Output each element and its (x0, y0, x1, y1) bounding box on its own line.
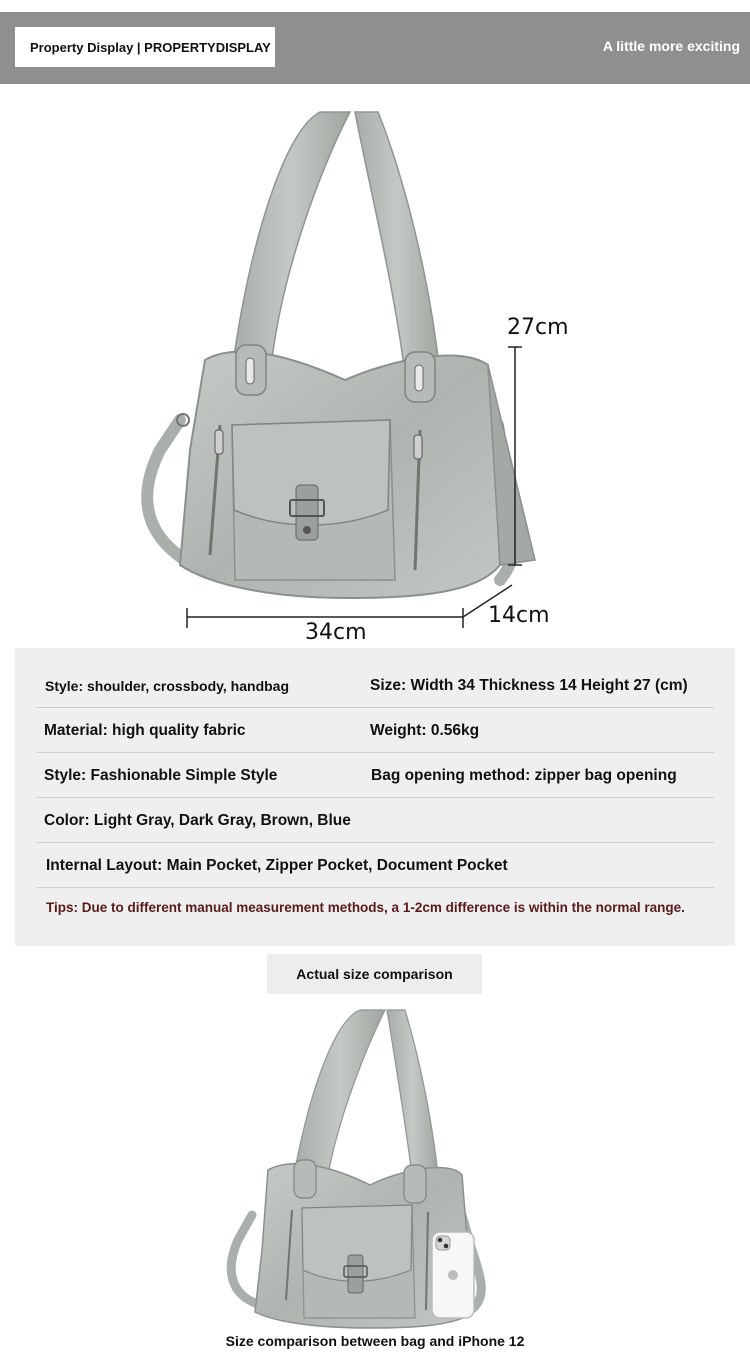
spec-opening: Bag opening method: zipper bag opening (371, 767, 677, 784)
spec-color: Color: Light Gray, Dark Gray, Brown, Blue (44, 812, 351, 829)
product-image-main (0, 90, 750, 650)
spec-row (36, 709, 714, 753)
spec-style-type: Style: shoulder, crossbody, handbag (45, 678, 290, 694)
tips-note: Tips: Due to different manual measurement methods, a 1-2cm difference is within the normal range. (46, 900, 685, 915)
comparison-tag: Actual size comparison (267, 954, 482, 994)
spec-panel (15, 648, 735, 946)
property-display-label: Property Display | PROPERTYDISPLAY (15, 27, 275, 67)
spec-weight: Weight: 0.56kg (370, 722, 480, 739)
width-dimension: 34cm (305, 620, 367, 645)
depth-dimension: 14cm (488, 603, 550, 628)
spec-internal-layout: Internal Layout: Main Pocket, Zipper Pocket, Document Pocket (46, 857, 508, 874)
product-image-comparison (200, 1000, 550, 1330)
handbag-illustration (0, 90, 750, 650)
spec-row (36, 799, 714, 843)
height-dimension: 27cm (507, 315, 569, 340)
spec-material: Material: high quality fabric (44, 722, 246, 739)
spec-size: Size: Width 34 Thickness 14 Height 27 (cm) (370, 677, 688, 694)
comparison-caption: Size comparison between bag and iPhone 12 (225, 1333, 525, 1349)
spec-row (36, 844, 714, 888)
spec-row (36, 664, 714, 708)
spec-style: Style: Fashionable Simple Style (44, 767, 278, 784)
spec-row (36, 754, 714, 798)
header-slogan: A little more exciting (602, 38, 740, 54)
header-bar (0, 12, 750, 84)
handbag-with-phone-illustration (200, 1000, 550, 1330)
